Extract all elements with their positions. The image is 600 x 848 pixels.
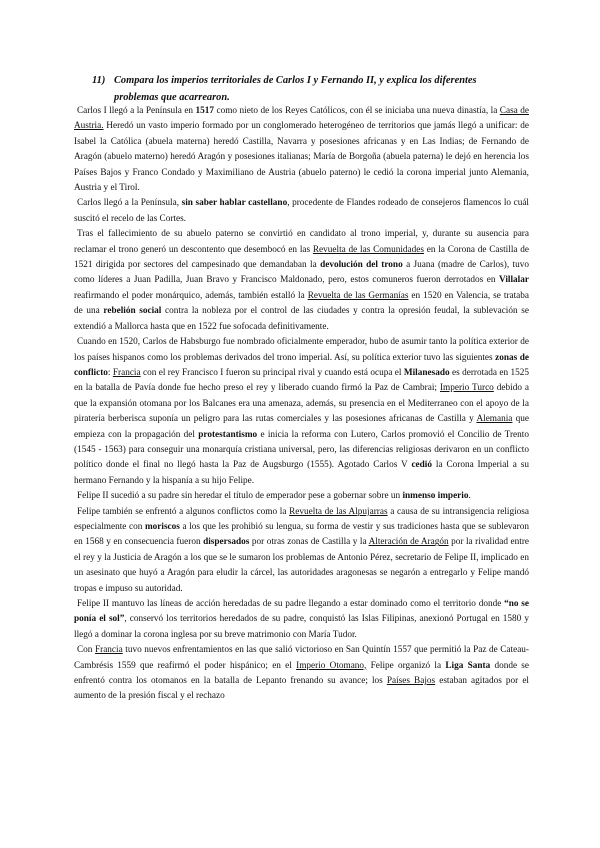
- paragraph-felipe-succession: [74, 489, 529, 504]
- text-segment: tuvo nuevos enfrentamientos en las que salió victorioso en San Quintín 1557 que permitió la Paz de Cateau-Cambrésis 1559 que reafirmó el poder hispánico; en el: [74, 645, 530, 671]
- paragraph-felipe-foreign-policy: [74, 643, 529, 705]
- text-segment: en 1520 en Valencia, se trataba de una: [74, 290, 529, 317]
- paragraph-foreign-policy: [74, 335, 529, 489]
- bold-term: sin saber hablar castellano: [181, 198, 288, 209]
- underlined-term: Países Bajos: [386, 676, 436, 687]
- bold-term: Villalar: [499, 275, 529, 286]
- text-segment: Felipe organizó la: [366, 660, 446, 671]
- bold-term: zonas de conflicto: [74, 352, 529, 378]
- text-segment: con el rey Francisco I fueron su principal rival y cuando está ocupa el: [140, 367, 404, 378]
- text-segment: por otras zonas de Castilla y la: [249, 537, 369, 548]
- underlined-term: Francia: [112, 367, 141, 378]
- text-segment: que empieza con la propagación del: [74, 414, 529, 440]
- text-segment: contra la nobleza por el control de las ciudades y contra la opresión feudal, la sublevación se extendió a Mallorca hasta que en 1522 fue sofocada definitivamente.: [74, 306, 529, 332]
- essay-body: [74, 104, 529, 705]
- text-segment: e inicia la reforma con Lutero, Carlos promovió el Concilio de Trento (1545 - 1563) para conseguir una monarquía cristiana universal, pero, las diferencias religiosas derivaron en un conflicto político donde el final no llegó hasta la Paz de Augsburgo (1555). Agotado Carlos V: [74, 429, 529, 471]
- bold-term: Milanesado: [403, 367, 450, 378]
- underlined-term: Francia: [94, 645, 123, 656]
- bold-term: dispersados: [203, 537, 250, 548]
- underlined-term: Casa de Austria.: [74, 106, 529, 132]
- bold-term: “no se ponía el sol”: [74, 599, 529, 625]
- bold-term: rebelión social: [103, 306, 162, 317]
- text-segment: , conservó los territorios heredados de su padre, conquistó las Islas Filipinas, anexionó Portugal en 1580 y llegó a dominar la corona inglesa por su breve matrimonio con María Tudor.: [74, 614, 529, 640]
- question-title-line1: Compara los imperios territoriales de Carlos I y Fernando II, y explica los diferentes: [114, 75, 477, 86]
- underlined-term: Revuelta de las Germanías: [307, 290, 409, 301]
- underlined-term: Revuelta de las Comunidades: [312, 244, 424, 255]
- underlined-term: Imperio Otomano,: [296, 660, 367, 671]
- bold-term: cedió: [411, 460, 433, 471]
- text-segment: debido a que la expansión otomana por los Balcanes era una amenaza, además, su presencia en el Mediterraneo con el apoyo de la piratería berberisca suponía un peligro para las rutas comerciales y las posesiones africanas de Castilla y: [74, 383, 530, 425]
- text-segment: :: [107, 367, 113, 378]
- bold-term: 1517: [195, 106, 215, 116]
- text-segment: a Juana (madre de Carlos), tuvo como líderes a Juan Padilla, Juan Bravo y Francisco Maldonado, pero, estos comuneros fueron derrotados en: [74, 260, 529, 286]
- paragraph-felipe-territories: [74, 597, 529, 643]
- text-segment: Con: [77, 645, 95, 656]
- paragraph-felipe-conflicts: [74, 505, 529, 597]
- underlined-term: Imperio Turco: [439, 383, 494, 394]
- question-title-line2: problemas que acarrearon.: [114, 91, 230, 103]
- text-segment: donde se enfrentó contra los otomanos en la batalla de Lepanto frenando su avance; los: [74, 660, 529, 687]
- text-segment: reafirmando el poder monárquico, además, también estalló la: [74, 290, 308, 301]
- text-segment: .: [468, 491, 471, 502]
- text-segment: a los que les prohibió su lengua, su forma de vestir y sus tradiciones hasta que se sublevaron en 1568 y en consecuencia fueron: [74, 521, 529, 548]
- text-segment: la Corona Imperial a su hermano Fernando y la hispanía a su hijo Felipe.: [74, 460, 529, 486]
- bold-term: protestantismo: [198, 429, 258, 440]
- text-segment: , procedente de Flandes rodeado de consejeros flamencos lo cuál suscitó el recelo de las Cortes.: [74, 198, 529, 224]
- question-number: 11): [92, 75, 106, 86]
- paragraph-carlos-inheritance: [74, 104, 529, 196]
- paragraph-carlos-arrival: [74, 196, 529, 227]
- text-segment: por la rivalidad entre el rey y la Justicia de Aragón a los que se le sumaron los problemas de Antonio Pérez, secretario de Felipe II, implicado en un asesinato que huyó a Aragón para eludir la cárcel, las autoridades aragonesas se negarón a entregarlo y Felipe mandó tropas e impuso su autoridad.: [74, 537, 530, 594]
- text-segment: Tras el fallecimiento de su abuelo paterno se convirtió en candidato al trono imperial, y, durante su ausencia para reclamar el trono generó un descontento que desembocó en las: [74, 229, 529, 255]
- underlined-term: Revuelta de las Alpujarras: [289, 506, 388, 517]
- bold-term: inmenso imperio: [402, 491, 469, 502]
- text-segment: Carlos I llegó a la Península en: [77, 106, 196, 116]
- text-segment: Felipe II mantuvo las líneas de acción heredadas de su padre llegando a estar dominado como el territorio donde: [77, 599, 505, 609]
- text-segment: Heredó un vasto imperio formado por un conglomerado heterogéneo de territorios que jamás llegó a unificar: de Isabel la Católica (abuela materna) heredó Castilla, Navarra y posesiones africanas y en Las Indias; de Fernando de Aragón (abuelo materno) heredó Aragón y posesiones italianas; María de Borgoña (abuela paterna) le dejó en herencia los Países Bajos y Franco Condado y Maximiliano de Austria (abuelo paterno) le cedió la corona imperial junto Alemania, Austria y el Tirol.: [74, 121, 529, 194]
- text-segment: Felipe también se enfrentó a algunos conflictos como la: [77, 506, 290, 517]
- bold-term: devolución del trono: [320, 260, 403, 271]
- bold-term: Liga Santa: [445, 660, 491, 671]
- bold-term: moriscos: [144, 521, 180, 532]
- text-segment: Cuando en 1520, Carlos de Habsburgo fue nombrado oficialmente emperador, hubo de asumir tanto la política exterior de los países hispanos como los problemas derivados del trono imperial. Así, su política exterior tuvo las siguientes: [74, 337, 529, 363]
- paragraph-revolts: [74, 227, 529, 335]
- underlined-term: Alemania: [476, 414, 513, 425]
- text-segment: Carlos llegó a la Península,: [77, 198, 182, 209]
- text-segment: a causa de su intransigencia religiosa especialmente con: [74, 506, 529, 532]
- text-segment: como nieto de los Reyes Católicos, con él se iniciaba una nueva dinastía, la: [214, 106, 500, 116]
- text-segment: es derrotada en 1525 en la batalla de Pavía donde fue hecho preso el rey y liberado cuando firmó la Paz de Cambrai;: [74, 367, 530, 394]
- question-heading: [92, 73, 532, 106]
- underlined-term: Alteración de Aragón: [368, 537, 449, 548]
- text-segment: en la Corona de Castilla de 1521 dirigida por sectores del campesinado que demandaban la: [74, 244, 530, 271]
- text-segment: estaban agitados por el aumento de la presión fiscal y el rechazo: [74, 676, 529, 702]
- text-segment: Felipe II sucedió a su padre sin heredar el título de emperador pese a gobernar sobre un: [77, 491, 403, 502]
